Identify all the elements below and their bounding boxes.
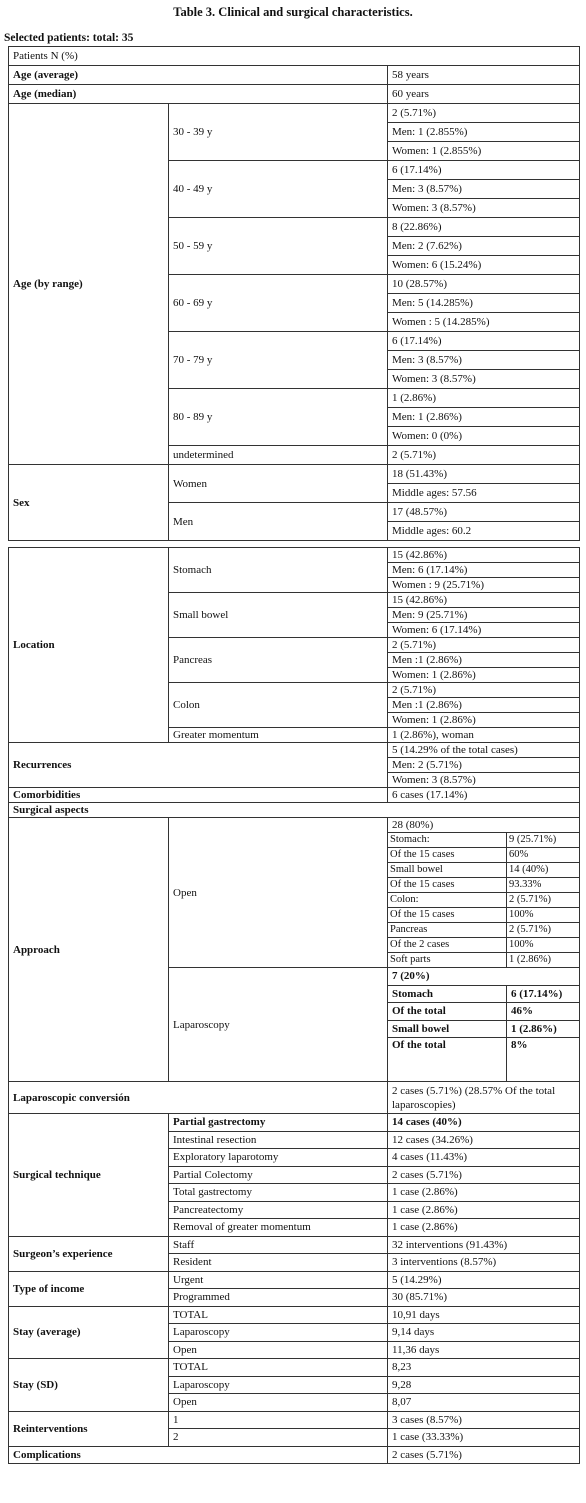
age-median-value: 60 years xyxy=(388,85,580,104)
technique-label: Surgical technique xyxy=(9,1114,169,1237)
technique-name: Pancreatectomy xyxy=(169,1201,388,1219)
stay-avg-name: Open xyxy=(169,1341,388,1359)
age-range-name: 60 - 69 y xyxy=(169,275,388,332)
sex-value: Middle ages: 60.2 xyxy=(388,522,580,541)
recurrences-value: Women: 3 (8.57%) xyxy=(388,773,580,788)
location-value: Women : 9 (25.71%) xyxy=(388,578,580,593)
experience-value: 32 interventions (91.43%) xyxy=(388,1236,580,1254)
location-value: 1 (2.86%), woman xyxy=(388,728,580,743)
income-name: Urgent xyxy=(169,1271,388,1289)
location-site: Pancreas xyxy=(169,638,388,683)
age-range-value: Women : 5 (14.285%) xyxy=(388,313,580,332)
approach-open-row-label: Stomach: xyxy=(388,833,507,848)
age-range-value: Men: 1 (2.855%) xyxy=(388,123,580,142)
approach-lap-row-label: Of the total xyxy=(388,1038,507,1082)
age-range-value: 2 (5.71%) xyxy=(388,446,580,465)
age-range-value: Women: 6 (15.24%) xyxy=(388,256,580,275)
location-value: Men: 9 (25.71%) xyxy=(388,608,580,623)
approach-lap-row-label: Small bowel xyxy=(388,1020,507,1038)
age-range-value: Women: 3 (8.57%) xyxy=(388,370,580,389)
stay-avg-value: 11,36 days xyxy=(388,1341,580,1359)
age-range-value: 8 (22.86%) xyxy=(388,218,580,237)
technique-name: Exploratory laparotomy xyxy=(169,1149,388,1167)
age-range-name: 50 - 59 y xyxy=(169,218,388,275)
age-range-name: 30 - 39 y xyxy=(169,104,388,161)
stay-avg-name: Laparoscopy xyxy=(169,1324,388,1342)
location-value: Men: 6 (17.14%) xyxy=(388,563,580,578)
approach-open-row-label: Small bowel xyxy=(388,863,507,878)
income-name: Programmed xyxy=(169,1289,388,1307)
conversion-value: 2 cases (5.71%) (28.57% Of the total laparoscopies) xyxy=(388,1082,580,1114)
location-value: Men :1 (2.86%) xyxy=(388,653,580,668)
age-average-value: 58 years xyxy=(388,66,580,85)
experience-label: Surgeon’s experience xyxy=(9,1236,169,1271)
technique-name: Partial Colectomy xyxy=(169,1166,388,1184)
reinterventions-label: Reinterventions xyxy=(9,1411,169,1446)
age-range-value: Men: 3 (8.57%) xyxy=(388,180,580,199)
technique-name: Intestinal resection xyxy=(169,1131,388,1149)
location-value: Women: 1 (2.86%) xyxy=(388,713,580,728)
recurrences-label: Recurrences xyxy=(9,743,388,788)
technique-value: 2 cases (5.71%) xyxy=(388,1166,580,1184)
stay-sd-value: 8,23 xyxy=(388,1359,580,1377)
stay-sd-name: Open xyxy=(169,1394,388,1412)
sex-women-label: Women xyxy=(169,465,388,503)
age-range-value: 6 (17.14%) xyxy=(388,161,580,180)
approach-open-total: 28 (80%) xyxy=(388,818,580,833)
technique-value: 4 cases (11.43%) xyxy=(388,1149,580,1167)
table-header: Patients N (%) xyxy=(9,47,580,66)
sex-value: 17 (48.57%) xyxy=(388,503,580,522)
technique-value: 14 cases (40%) xyxy=(388,1114,580,1132)
sex-value: 18 (51.43%) xyxy=(388,465,580,484)
age-range-value: 2 (5.71%) xyxy=(388,104,580,123)
reinterventions-value: 3 cases (8.57%) xyxy=(388,1411,580,1429)
approach-open-row-value: 14 (40%) xyxy=(507,863,580,878)
location-value: Women: 6 (17.14%) xyxy=(388,623,580,638)
location-value: Men :1 (2.86%) xyxy=(388,698,580,713)
technique-value: 1 case (2.86%) xyxy=(388,1184,580,1202)
stay-sd-label: Stay (SD) xyxy=(9,1359,169,1412)
comorbidities-label: Comorbidities xyxy=(9,788,388,803)
income-value: 30 (85.71%) xyxy=(388,1289,580,1307)
stay-sd-name: Laparoscopy xyxy=(169,1376,388,1394)
approach-open-row-label: Soft parts xyxy=(388,953,507,968)
age-range-value: Men: 1 (2.86%) xyxy=(388,408,580,427)
approach-open-row-value: 9 (25.71%) xyxy=(507,833,580,848)
location-value: 2 (5.71%) xyxy=(388,683,580,698)
table-subtitle: Selected patients: total: 35 xyxy=(4,32,134,44)
sex-value: Middle ages: 57.56 xyxy=(388,484,580,503)
approach-lap-row-value: 46% xyxy=(507,1003,580,1021)
approach-lap-row-value: 1 (2.86%) xyxy=(507,1020,580,1038)
age-range-name: undetermined xyxy=(169,446,388,465)
age-range-value: 1 (2.86%) xyxy=(388,389,580,408)
characteristics-table xyxy=(8,46,580,541)
approach-label: Approach xyxy=(9,818,169,1082)
approach-open-row-label: Pancreas xyxy=(388,923,507,938)
approach-open-row-value: 2 (5.71%) xyxy=(507,893,580,908)
location-value: 15 (42.86%) xyxy=(388,548,580,563)
age-range-value: Men: 5 (14.285%) xyxy=(388,294,580,313)
approach-lap-row-value: 6 (17.14%) xyxy=(507,985,580,1003)
age-range-value: Men: 2 (7.62%) xyxy=(388,237,580,256)
age-range-value: 6 (17.14%) xyxy=(388,332,580,351)
location-value: Women: 1 (2.86%) xyxy=(388,668,580,683)
experience-value: 3 interventions (8.57%) xyxy=(388,1254,580,1272)
location-site: Greater momentum xyxy=(169,728,388,743)
approach-open-row-label: Of the 15 cases xyxy=(388,908,507,923)
stay-avg-label: Stay (average) xyxy=(9,1306,169,1359)
approach-lap-row-label: Of the total xyxy=(388,1003,507,1021)
reinterventions-name: 1 xyxy=(169,1411,388,1429)
technique-value: 1 case (2.86%) xyxy=(388,1219,580,1237)
technique-name: Total gastrectomy xyxy=(169,1184,388,1202)
stay-avg-name: TOTAL xyxy=(169,1306,388,1324)
recurrences-value: Men: 2 (5.71%) xyxy=(388,758,580,773)
characteristics-table-part2 xyxy=(8,547,580,1464)
comorbidities-value: 6 cases (17.14%) xyxy=(388,788,580,803)
stay-avg-value: 10,91 days xyxy=(388,1306,580,1324)
age-range-name: 80 - 89 y xyxy=(169,389,388,446)
location-site: Colon xyxy=(169,683,388,728)
age-range-value: Women: 3 (8.57%) xyxy=(388,199,580,218)
approach-lap-row-label: Stomach xyxy=(388,985,507,1003)
approach-lap-label: Laparoscopy xyxy=(169,968,388,1082)
approach-open-row-value: 2 (5.71%) xyxy=(507,923,580,938)
stay-sd-value: 9,28 xyxy=(388,1376,580,1394)
technique-value: 12 cases (34.26%) xyxy=(388,1131,580,1149)
age-range-name: 70 - 79 y xyxy=(169,332,388,389)
recurrences-value: 5 (14.29% of the total cases) xyxy=(388,743,580,758)
location-value: 2 (5.71%) xyxy=(388,638,580,653)
stay-sd-name: TOTAL xyxy=(169,1359,388,1377)
technique-name: Removal of greater momentum xyxy=(169,1219,388,1237)
age-average-label: Age (average) xyxy=(9,66,388,85)
approach-open-row-label: Of the 15 cases xyxy=(388,848,507,863)
approach-open-row-label: Of the 15 cases xyxy=(388,878,507,893)
complications-value: 2 cases (5.71%) xyxy=(388,1446,580,1464)
age-range-label: Age (by range) xyxy=(9,104,169,465)
approach-open-label: Open xyxy=(169,818,388,968)
age-range-name: 40 - 49 y xyxy=(169,161,388,218)
experience-name: Resident xyxy=(169,1254,388,1272)
sex-men-label: Men xyxy=(169,503,388,541)
surgical-aspects-heading: Surgical aspects xyxy=(9,803,580,818)
approach-open-row-value: 100% xyxy=(507,908,580,923)
approach-open-row-value: 100% xyxy=(507,938,580,953)
approach-open-row-value: 60% xyxy=(507,848,580,863)
age-median-label: Age (median) xyxy=(9,85,388,104)
location-site: Small bowel xyxy=(169,593,388,638)
technique-value: 1 case (2.86%) xyxy=(388,1201,580,1219)
income-value: 5 (14.29%) xyxy=(388,1271,580,1289)
income-label: Type of income xyxy=(9,1271,169,1306)
location-value: 15 (42.86%) xyxy=(388,593,580,608)
age-range-value: Men: 3 (8.57%) xyxy=(388,351,580,370)
sex-label: Sex xyxy=(9,465,169,541)
technique-name: Partial gastrectomy xyxy=(169,1114,388,1132)
approach-open-row-value: 93.33% xyxy=(507,878,580,893)
complications-label: Complications xyxy=(9,1446,388,1464)
stay-sd-value: 8,07 xyxy=(388,1394,580,1412)
age-range-value: Women: 0 (0%) xyxy=(388,427,580,446)
age-range-value: 10 (28.57%) xyxy=(388,275,580,294)
approach-open-row-value: 1 (2.86%) xyxy=(507,953,580,968)
approach-open-row-label: Of the 2 cases xyxy=(388,938,507,953)
reinterventions-name: 2 xyxy=(169,1429,388,1447)
approach-open-row-label: Colon: xyxy=(388,893,507,908)
location-label: Location xyxy=(9,548,169,743)
table-caption: Table 3. Clinical and surgical characteristics. xyxy=(173,5,413,19)
reinterventions-value: 1 case (33.33%) xyxy=(388,1429,580,1447)
approach-lap-total: 7 (20%) xyxy=(388,968,580,986)
conversion-label: Laparoscopic conversión xyxy=(9,1082,388,1114)
location-site: Stomach xyxy=(169,548,388,593)
experience-name: Staff xyxy=(169,1236,388,1254)
approach-lap-row-value: 8% xyxy=(507,1038,580,1082)
age-range-value: Women: 1 (2.855%) xyxy=(388,142,580,161)
stay-avg-value: 9,14 days xyxy=(388,1324,580,1342)
